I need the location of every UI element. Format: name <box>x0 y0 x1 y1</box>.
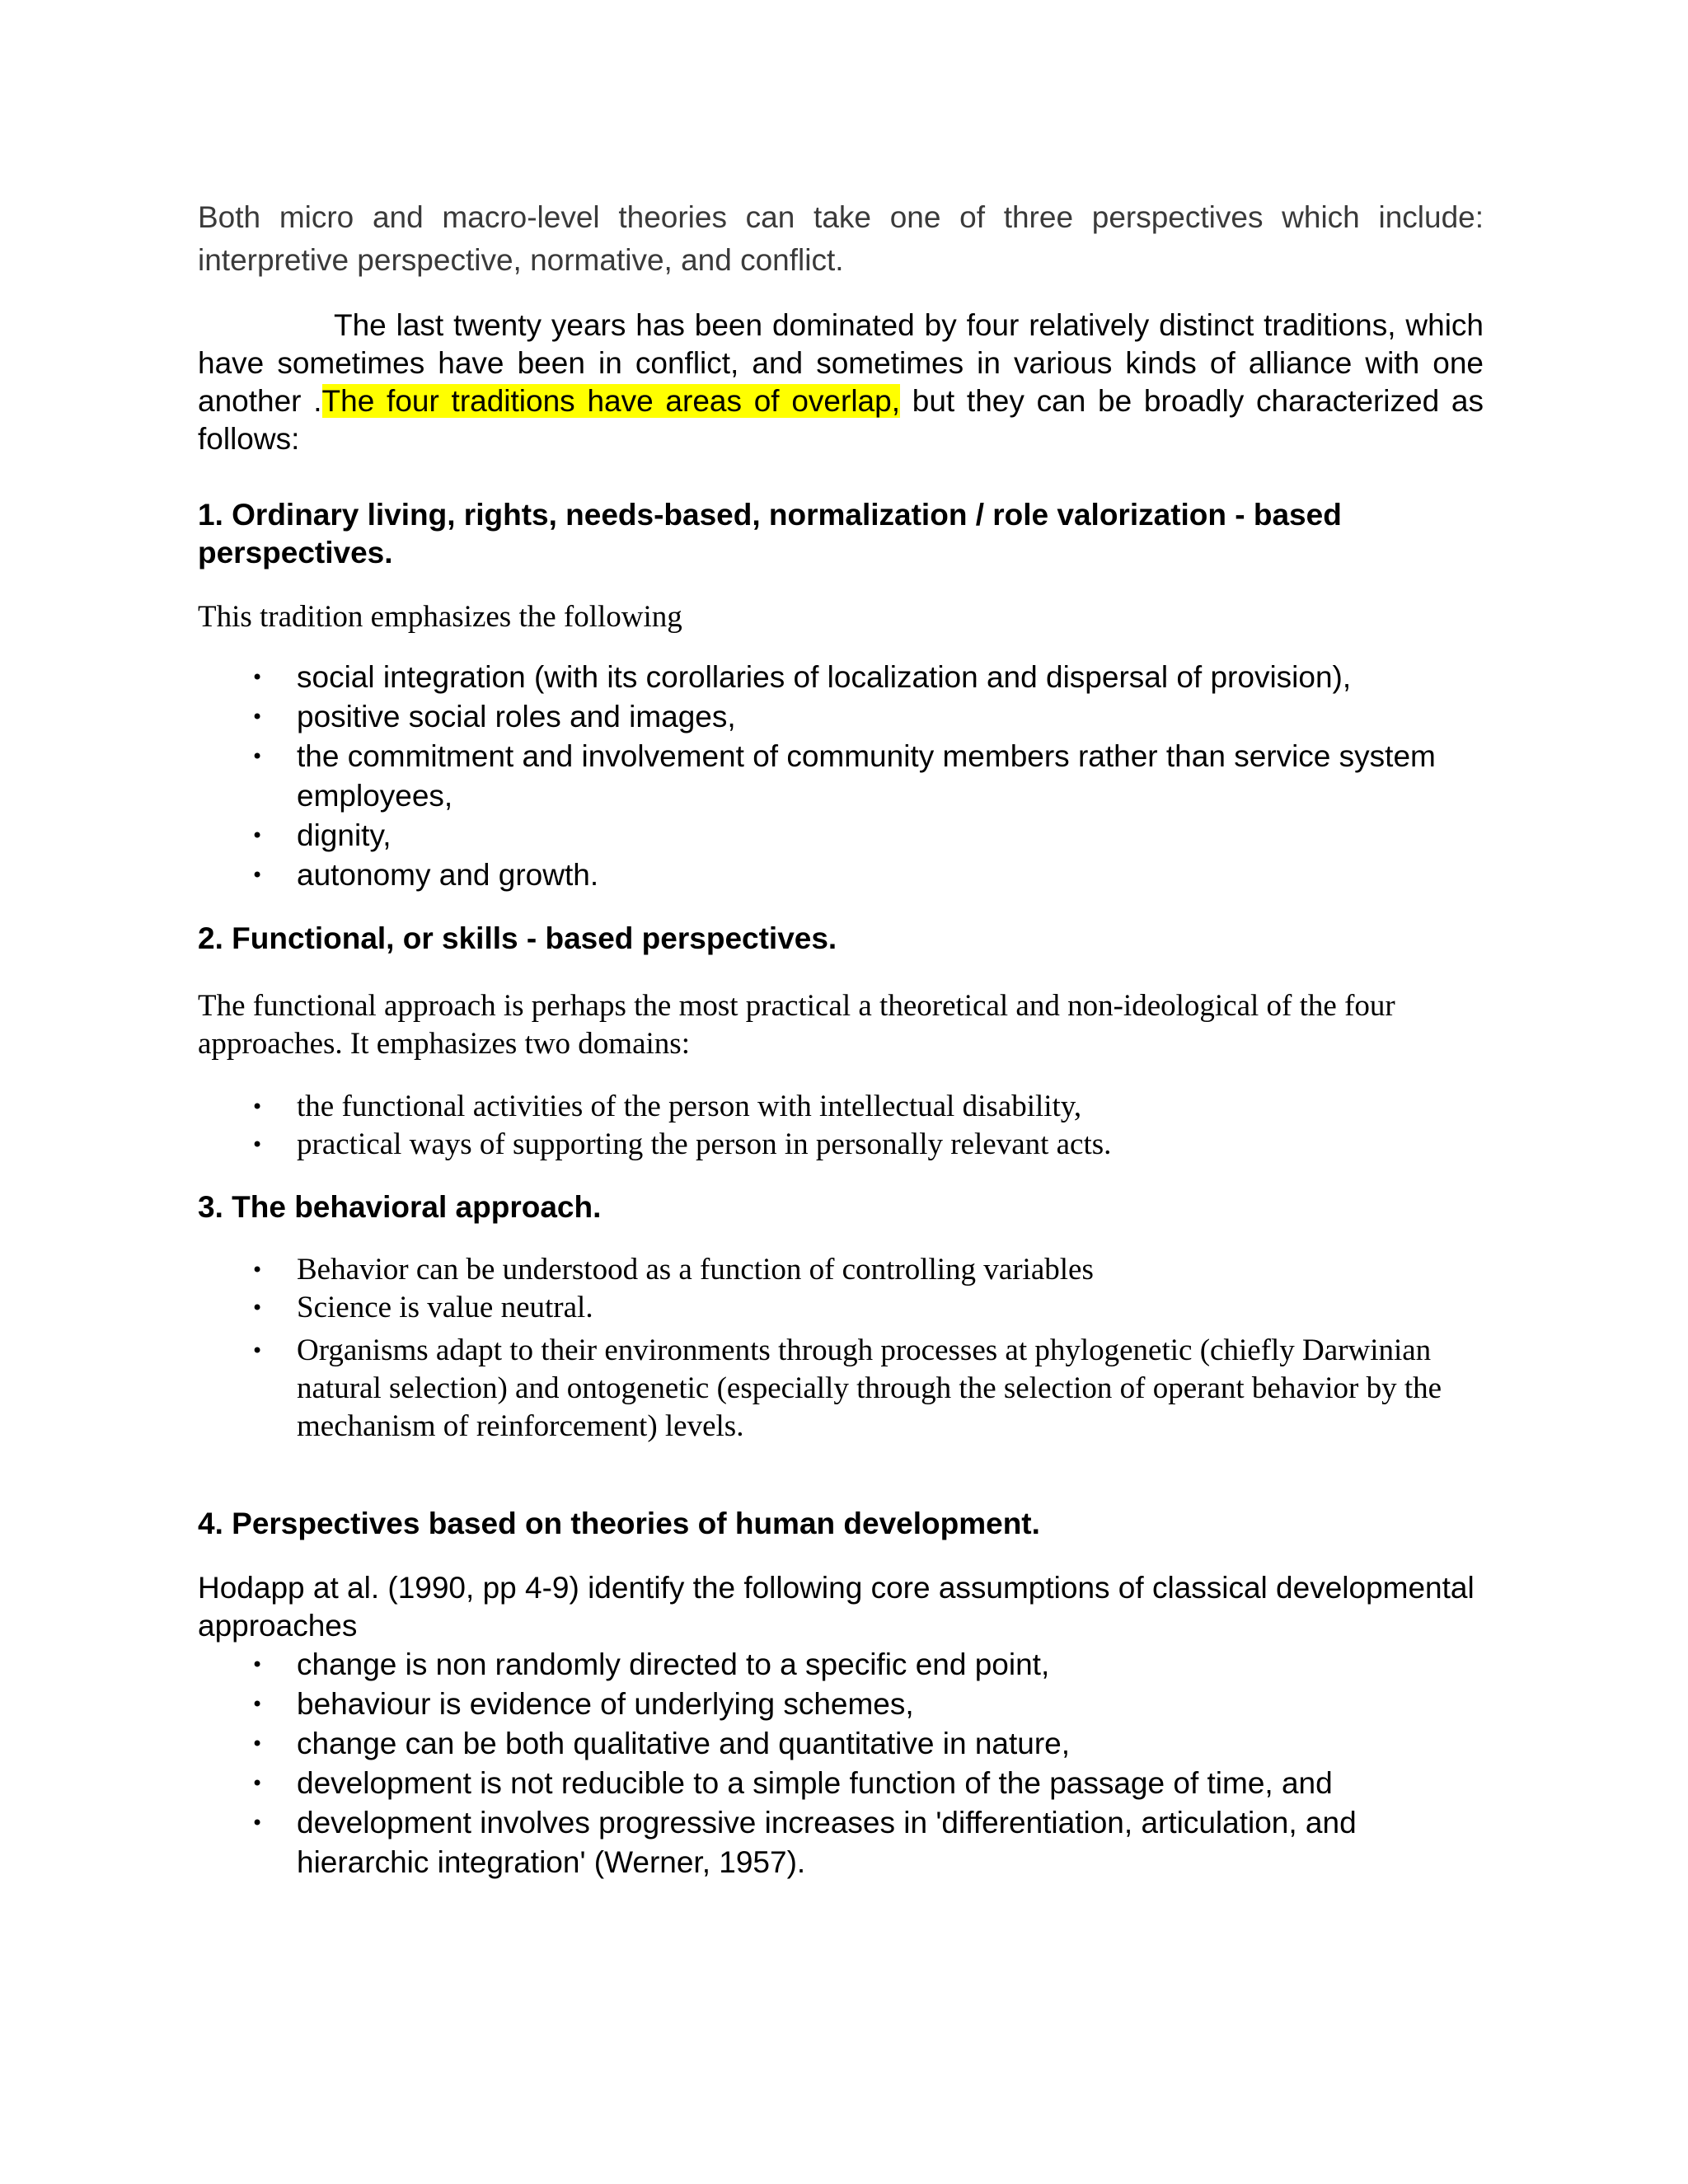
bullet-icon: • <box>251 1296 264 1319</box>
bullet-icon: • <box>251 1811 264 1835</box>
section-1-lead: This tradition emphasizes the following <box>198 600 682 634</box>
traditions-text: The last twenty years has been dominated by four relatively distinct traditions, which have sometimes have been in conflict, and sometimes in various kinds of alliance with one another . <box>198 308 1484 418</box>
traditions-text-end: but they can be broadly characterized as follows: <box>198 384 1484 456</box>
list-item: • the commitment and involvement of community members rather than service system employees, <box>198 737 1484 816</box>
bullet-icon: • <box>251 864 264 887</box>
bullet-icon: • <box>251 705 264 729</box>
list-item: • development is not reducible to a simple function of the passage of time, and <box>198 1764 1484 1803</box>
list-item: • practical ways of supporting the person in personally relevant acts. <box>198 1126 1484 1164</box>
bullet-icon: • <box>251 1732 264 1755</box>
list-item: • change can be both qualitative and quantitative in nature, <box>198 1724 1484 1764</box>
bullet-icon: • <box>251 1133 264 1156</box>
list-item: • positive social roles and images, <box>198 697 1484 737</box>
traditions-paragraph <box>198 307 1484 458</box>
bullet-icon: • <box>251 1339 264 1362</box>
section-1-heading: 1. Ordinary living, rights, needs-based, normalization / role valorization - based perspectives. <box>198 498 1342 569</box>
highlighted-text: The four traditions have areas of overlap, <box>321 384 900 418</box>
list-item: • the functional activities of the person with intellectual disability, <box>198 1088 1484 1126</box>
bullet-icon: • <box>251 745 264 768</box>
section-3-heading: 3. The behavioral approach. <box>198 1190 602 1224</box>
list-item: • behaviour is evidence of underlying schemes, <box>198 1685 1484 1724</box>
list-item: • dignity, <box>198 816 1484 855</box>
bullet-icon: • <box>251 1653 264 1676</box>
section-2-list <box>198 1088 1484 1164</box>
section-4-list <box>198 1645 1484 1882</box>
section-2-lead: The functional approach is perhaps the most practical a theoretical and non-ideological of the four approaches. It emphasizes two domains: <box>198 989 1395 1061</box>
section-4-heading: 4. Perspectives based on theories of human development. <box>198 1507 1040 1540</box>
list-item: • Organisms adapt to their environments through processes at phylogenetic (chiefly Darwinian natural selection) and ontogenetic (especially through the selection of operant behavior by the mechanism of reinforcement) levels. <box>251 1333 1442 1443</box>
section-3-list <box>198 1251 1484 1446</box>
list-item: • Science is value neutral. <box>198 1289 1484 1327</box>
bullet-icon: • <box>251 824 264 847</box>
section-1-list <box>198 658 1484 895</box>
bullet-icon: • <box>251 1095 264 1118</box>
list-item: • social integration (with its corollaries of localization and dispersal of provision), <box>198 658 1484 697</box>
bullet-icon: • <box>251 1693 264 1716</box>
document-content <box>198 196 1484 1882</box>
bullet-icon: • <box>251 666 264 689</box>
section-2-heading: 2. Functional, or skills - based perspectives. <box>198 921 837 955</box>
section-4-lead: Hodapp at al. (1990, pp 4-9) identify the following core assumptions of classical developmental approaches <box>198 1571 1475 1643</box>
list-item: • Behavior can be understood as a function of controlling variables <box>198 1251 1484 1289</box>
list-item: • change is non randomly directed to a specific end point, <box>198 1645 1484 1685</box>
bullet-icon: • <box>251 1772 264 1795</box>
bullet-icon: • <box>251 1258 264 1282</box>
intro-paragraph: Both micro and macro-level theories can take one of three perspectives which include: interpretive perspective, normative, and conflict. <box>198 200 1484 277</box>
list-item: • autonomy and growth. <box>198 855 1484 895</box>
list-item: • development involves progressive increases in 'differentiation, articulation, and hierarchic integration' (Werner, 1957). <box>198 1803 1484 1882</box>
